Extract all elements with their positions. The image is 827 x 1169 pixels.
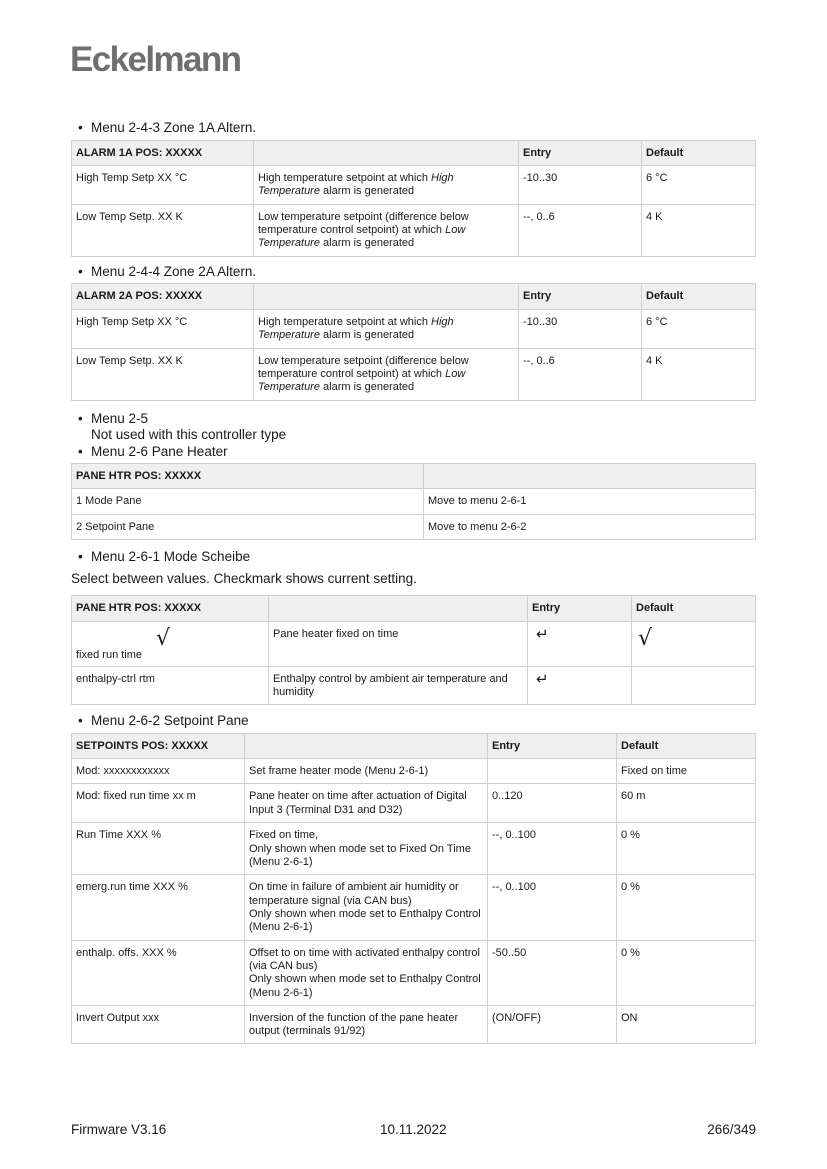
header-cell: PANE HTR POS: XXXXX: [72, 464, 424, 489]
table-row: [72, 489, 756, 514]
option-desc: Enthalpy control by ambient air temperature and humidity: [269, 666, 528, 705]
param-default: ON: [617, 1005, 756, 1044]
param-name: Mod: xxxxxxxxxxxx: [72, 759, 245, 784]
header-cell: PANE HTR POS: XXXXX: [72, 596, 269, 621]
table-header-row: [72, 284, 756, 309]
header-cell: Default: [632, 596, 756, 621]
option-entry[interactable]: [528, 666, 632, 705]
header-cell: [245, 733, 488, 758]
page-content: [71, 120, 756, 1044]
param-name: High Temp Setp XX °C: [72, 309, 254, 348]
param-desc: Low temperature setpoint (difference below temperature control setpoint) at which Low Temperature alarm is generated: [254, 204, 519, 256]
table-header-row: [72, 464, 756, 489]
table-header-row: [72, 140, 756, 165]
param-desc: Offset to on time with activated enthalpy control (via CAN bus) Only shown when mode set to Enthalpy Control (Menu 2-6-1): [245, 940, 488, 1005]
param-entry: --, 0..100: [488, 823, 617, 875]
table-setpoints: [71, 733, 756, 1045]
table-row: [72, 348, 756, 400]
param-entry: 0..120: [488, 784, 617, 823]
table-row: [72, 514, 756, 539]
header-cell: Default: [642, 140, 756, 165]
header-cell: ALARM 2A POS: XXXXX: [72, 284, 254, 309]
bullet-menu-2-4-4: • Menu 2-4-4 Zone 2A Altern.: [78, 263, 257, 279]
header-cell: ALARM 1A POS: XXXXX: [72, 140, 254, 165]
bullet-menu-2-4-3: • Menu 2-4-3 Zone 1A Altern.: [78, 120, 257, 135]
option-entry[interactable]: [528, 621, 632, 666]
header-cell: [269, 596, 528, 621]
param-default: 4 K: [642, 348, 756, 400]
param-desc: Pane heater on time after actuation of Digital Input 3 (Terminal D31 and D32): [245, 784, 488, 823]
param-desc: High temperature setpoint at which High Temperature alarm is generated: [254, 165, 519, 204]
menu-item-link[interactable]: Move to menu 2-6-2: [424, 514, 756, 539]
checkmark-icon: √: [638, 625, 653, 651]
table-row: [72, 759, 756, 784]
table-row: [72, 666, 756, 705]
param-name: Mod: fixed run time xx m: [72, 784, 245, 823]
table-alarm-2a: [71, 283, 756, 400]
selection-intro: Select between values. Checkmark shows current setting.: [71, 571, 417, 587]
header-cell: SETPOINTS POS: XXXXX: [72, 733, 245, 758]
param-entry: --, 0..100: [488, 875, 617, 940]
param-desc: Inversion of the function of the pane heater output (terminals 91/92): [245, 1005, 488, 1044]
footer-page-number: 266/349: [707, 1122, 756, 1137]
page-footer: [71, 1122, 756, 1140]
header-cell: Entry: [488, 733, 617, 758]
eckelmann-logo: Eckelmann: [70, 40, 241, 79]
param-default: Fixed on time: [617, 759, 756, 784]
param-default: 0 %: [617, 823, 756, 875]
table-row: [72, 875, 756, 940]
param-entry: --, 0..6: [519, 204, 642, 256]
table-row: [72, 204, 756, 256]
table-row: [72, 309, 756, 348]
table-row: [72, 823, 756, 875]
menu-item-name: 2 Setpoint Pane: [72, 514, 424, 539]
header-cell: Entry: [519, 284, 642, 309]
param-name: Low Temp Setp. XX K: [72, 348, 254, 400]
param-default: 6 °C: [642, 309, 756, 348]
param-desc: Fixed on time, Only shown when mode set to Fixed On Time (Menu 2-6-1): [245, 823, 488, 875]
header-cell: [254, 140, 519, 165]
menu-item-name: 1 Mode Pane: [72, 489, 424, 514]
bullet-menu-2-6: • Menu 2-6 Pane Heater: [78, 443, 228, 459]
param-entry: --, 0..6: [519, 348, 642, 400]
param-entry: (ON/OFF): [488, 1005, 617, 1044]
param-desc: On time in failure of ambient air humidity or temperature signal (via CAN bus) Only shown when mode set to Enthalpy Control (Menu 2-6-1): [245, 875, 488, 940]
option-name: enthalpy-ctrl rtm: [72, 666, 269, 705]
menu-item-link[interactable]: Move to menu 2-6-1: [424, 489, 756, 514]
bullet-menu-2-5: • Menu 2-5: [78, 410, 149, 426]
header-cell: Entry: [528, 596, 632, 621]
footer-firmware: Firmware V3.16: [71, 1122, 167, 1137]
table-mode-pane: [71, 595, 756, 705]
option-default: [632, 666, 756, 705]
param-name: High Temp Setp XX °C: [72, 165, 254, 204]
enter-icon[interactable]: ↵: [536, 624, 549, 643]
footer-date: 10.11.2022: [380, 1122, 447, 1137]
option-name: fixed run time √: [72, 621, 269, 666]
param-default: 0 %: [617, 940, 756, 1005]
param-default: 6 °C: [642, 165, 756, 204]
param-entry: -10..30: [519, 165, 642, 204]
param-name: emerg.run time XXX %: [72, 875, 245, 940]
bullet-menu-2-6-1: • Menu 2-6-1 Mode Scheibe: [78, 548, 251, 564]
param-name: enthalp. offs. XXX %: [72, 940, 245, 1005]
param-name: Invert Output xxx: [72, 1005, 245, 1044]
header-cell: [254, 284, 519, 309]
menu-2-5-note: Not used with this controller type: [91, 427, 287, 443]
param-entry: -10..30: [519, 309, 642, 348]
table-row: [72, 621, 756, 666]
header-cell: Default: [642, 284, 756, 309]
header-cell: Entry: [519, 140, 642, 165]
table-row: [72, 940, 756, 1005]
param-default: 4 K: [642, 204, 756, 256]
bullet-menu-2-6-2: • Menu 2-6-2 Setpoint Pane: [78, 713, 249, 729]
header-cell: [424, 464, 756, 489]
option-desc: Pane heater fixed on time: [269, 621, 528, 666]
param-desc: High temperature setpoint at which High Temperature alarm is generated: [254, 309, 519, 348]
header-cell: Default: [617, 733, 756, 758]
param-name: Low Temp Setp. XX K: [72, 204, 254, 256]
param-default: 60 m: [617, 784, 756, 823]
param-entry: [488, 759, 617, 784]
param-desc: Set frame heater mode (Menu 2-6-1): [245, 759, 488, 784]
table-alarm-1a: [71, 140, 756, 257]
enter-icon[interactable]: ↵: [536, 669, 549, 688]
param-default: 0 %: [617, 875, 756, 940]
table-pane-heater: [71, 463, 756, 540]
checkmark-icon: √: [156, 625, 171, 651]
option-default: [632, 621, 756, 666]
table-row: [72, 165, 756, 204]
table-row: [72, 1005, 756, 1044]
param-desc: Low temperature setpoint (difference below temperature control setpoint) at which Low Temperature alarm is generated: [254, 348, 519, 400]
table-header-row: [72, 596, 756, 621]
table-header-row: [72, 733, 756, 758]
table-row: [72, 784, 756, 823]
param-entry: -50..50: [488, 940, 617, 1005]
param-name: Run Time XXX %: [72, 823, 245, 875]
